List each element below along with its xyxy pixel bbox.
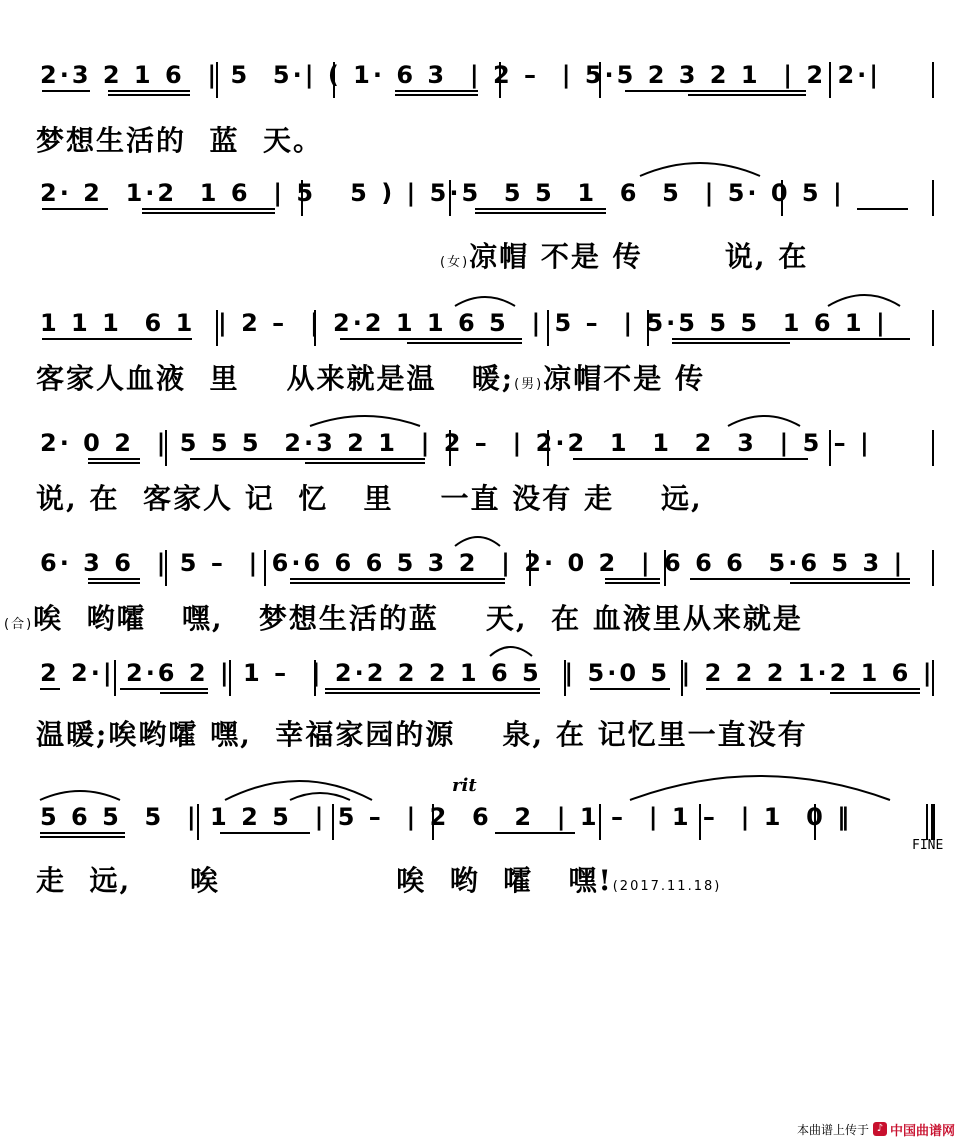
notes-line-3 xyxy=(0,298,967,368)
lyrics-2 xyxy=(440,240,808,280)
lyrics-3-text-2: 凉帽不是 传 xyxy=(543,362,705,395)
notes-line-2 xyxy=(0,168,967,238)
lyrics-3-text: 客家人血液 里 从来就是温 暖; xyxy=(36,362,515,395)
lyrics-5 xyxy=(4,602,803,642)
fine-marking: FINE xyxy=(912,838,944,853)
lyrics-1: 梦想生活的 蓝 天。 xyxy=(36,124,323,157)
notes-text-5: 6· 3 6 | 5 – | 6·6 6 6 5 3 2 | 2· 0 2 | 6 6 6 5·6 5 3 | xyxy=(40,549,906,577)
lyrics-5-text: 唉 哟嚯 嘿, 梦想生活的蓝 天, 在 血液里从来就是 xyxy=(33,602,803,635)
notes-line-4 xyxy=(0,418,967,488)
rit-marking: rit xyxy=(452,775,477,796)
site-logo[interactable] xyxy=(873,1120,955,1139)
notes-text-7: 5 6 5 5 | 1 2 5 | 5 – | 2 6 2 | 1 – | 1 – | 1 0 ‖ xyxy=(40,803,853,831)
female-part-mark: (女) xyxy=(440,255,470,270)
notes-text-4: 2· 0 2 | 5 5 5 2·3 2 1 | 2 – | 2·2 1 1 2 3 | 5 – | xyxy=(40,429,872,457)
notes-line-7 xyxy=(0,792,967,862)
lyrics-6: 温暖;唉哟嚯 嘿, 幸福家园的源 泉, 在 记忆里一直没有 xyxy=(36,718,808,751)
male-part-mark: (男) xyxy=(514,377,544,392)
composition-date: (2017.11.18) xyxy=(612,879,722,894)
chorus-part-mark: (合) xyxy=(4,617,34,632)
notes-line-5 xyxy=(0,538,967,608)
notes-text-2: 2· 2 1·2 1 6 | 5 5 ) | 5·5 5 5 1 6 5 | 5· 0 5 | xyxy=(40,179,845,207)
site-name: 中国曲谱网 xyxy=(889,1123,955,1139)
lyrics-7-text: 走 远, 唉 唉 哟 嚯 嘿! xyxy=(36,864,613,897)
lyrics-2-text: 凉帽 不是 传 说, 在 xyxy=(469,240,809,273)
lyrics-7 xyxy=(36,864,721,904)
footer-uploaded-text: 本曲谱上传于 xyxy=(796,1122,869,1137)
notes-text-1: 2·3 2 1 6 | 5 5·| ( 1· 6 3 | 2 – | 5·5 2 3 2 1 | 2 2·| xyxy=(40,61,882,89)
footer-credit xyxy=(797,1119,955,1139)
notes-text-3: 1 1 1 6 1 | 2 – | 2·2 1 1 6 5 | 5 – | 5·5 5 5 1 6 1 | xyxy=(40,309,888,337)
lyrics-3 xyxy=(36,362,705,402)
qupu-logo-icon: ♪ xyxy=(873,1122,887,1136)
lyrics-4: 说, 在 客家人 记 忆 里 一直 没有 走 远, xyxy=(36,482,703,515)
notes-line-1 xyxy=(0,50,967,120)
notes-text-6: 2 2·| 2·6 2 | 1 – | 2·2 2 2 1 6 5 | 5·0 5 | 2 2 2 1·2 1 6 | xyxy=(40,659,935,687)
notes-line-6 xyxy=(0,648,967,718)
